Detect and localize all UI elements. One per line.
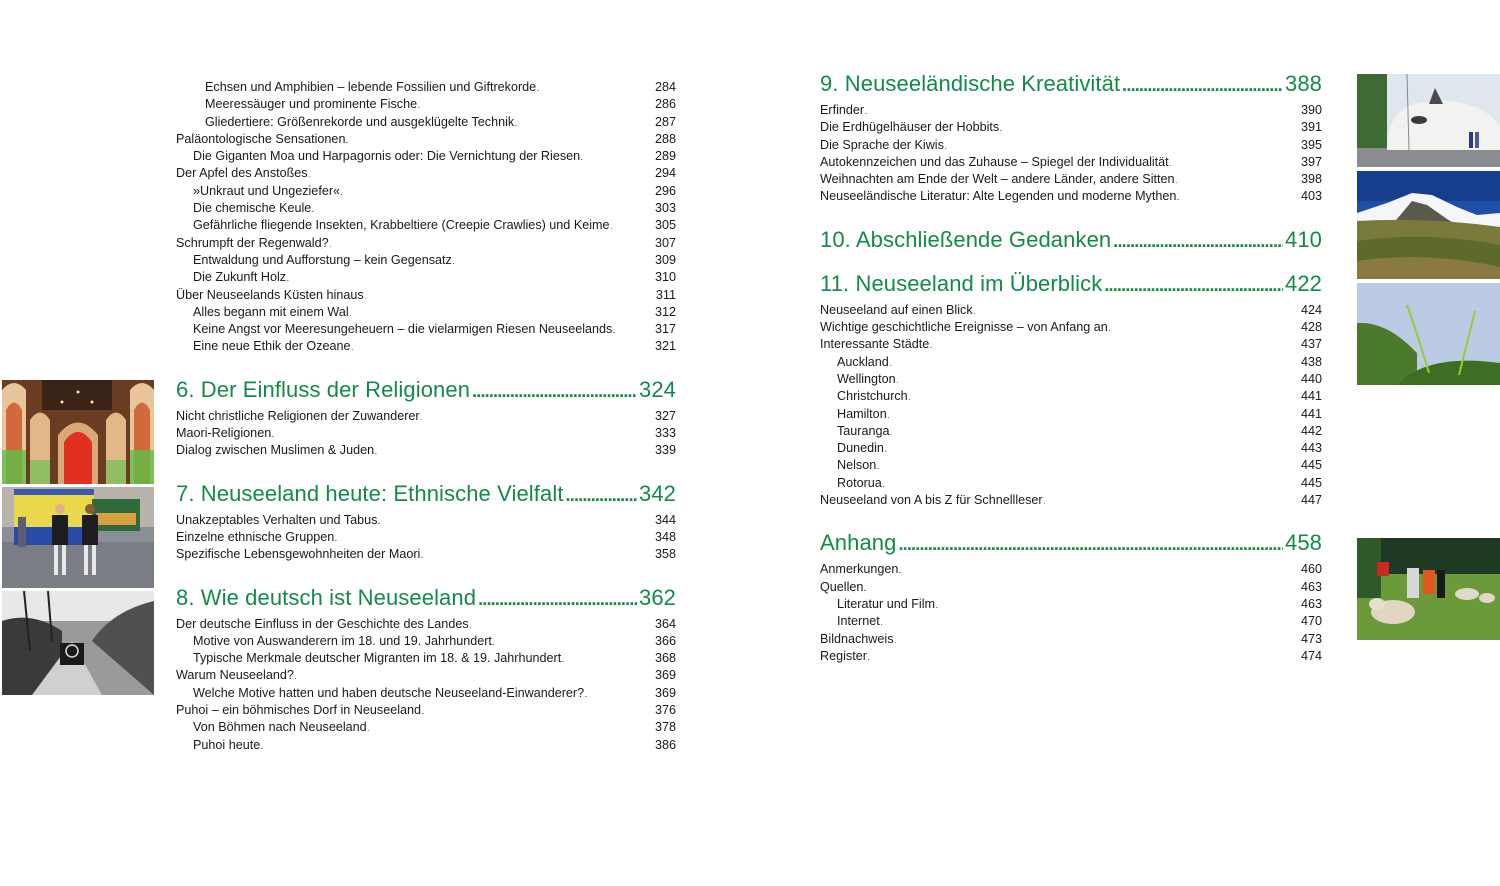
toc-entry-page: 344	[654, 512, 676, 527]
toc-entry-page: 424	[1300, 302, 1322, 317]
toc-entry-title: Christchurch	[837, 389, 908, 404]
photo-sheep-shaped-building	[1357, 74, 1500, 167]
toc-entry[interactable]	[176, 200, 676, 217]
toc-entry-title: Von Böhmen nach Neuseeland	[193, 720, 367, 735]
toc-entry-page: 358	[654, 547, 676, 562]
toc-entry-title: Unakzeptables Verhalten und Tabus	[176, 512, 378, 527]
toc-entry-page: 284	[654, 80, 676, 94]
toc-entry-page: 321	[654, 339, 676, 354]
toc-entry-title: Quellen	[820, 579, 864, 594]
toc-entry-page: 474	[1300, 648, 1322, 663]
toc-entry-page: 440	[1300, 371, 1322, 386]
toc-entry[interactable]	[820, 388, 1322, 405]
toc-entry-page: 287	[654, 114, 676, 129]
dot-leader	[1044, 492, 1300, 511]
toc-entry-page: 460	[1300, 562, 1322, 577]
toc-entry-title: Über Neuseelands Küsten hinaus	[176, 287, 364, 302]
dot-leader	[1177, 188, 1300, 207]
toc-entry-title: Die chemische Keule	[193, 201, 312, 216]
toc-entry-page: 369	[654, 685, 676, 700]
chapter-heading[interactable]	[176, 584, 676, 612]
toc-entry-page: 286	[654, 97, 676, 112]
toc-entry[interactable]	[820, 423, 1322, 440]
toc-entry-page: 470	[1300, 614, 1322, 629]
toc-entry[interactable]	[176, 442, 676, 459]
toc-entry[interactable]	[820, 406, 1322, 423]
toc-entry[interactable]	[820, 319, 1322, 336]
toc-entry-page: 296	[654, 183, 676, 198]
toc-entry-title: »Unkraut und Ungeziefer«	[193, 183, 341, 198]
toc-entry-title: Nelson	[837, 458, 877, 473]
toc-entry-page: 311	[655, 287, 676, 302]
toc-entry[interactable]	[176, 650, 676, 667]
toc-entry-title: Internet	[837, 614, 880, 629]
toc-entry-page: 442	[1300, 423, 1322, 438]
toc-entry-page: 443	[1300, 441, 1322, 456]
toc-entry[interactable]	[820, 596, 1322, 613]
toc-entry-page: 305	[654, 218, 676, 233]
toc-entry[interactable]	[176, 165, 676, 182]
toc-entry-page: 390	[1300, 103, 1322, 117]
toc-entry-title: Welche Motive hatten und haben deutsche Neuseeland-Einwanderer?	[193, 685, 585, 700]
toc-entry[interactable]	[820, 457, 1322, 474]
toc-entry[interactable]	[176, 287, 676, 304]
toc-entry-title: Interessante Städte	[820, 337, 930, 352]
toc-entry[interactable]	[176, 408, 676, 425]
toc-entry-title: Schrumpft der Regenwald?	[176, 235, 329, 250]
toc-entry[interactable]	[176, 217, 676, 234]
toc-entry[interactable]	[820, 336, 1322, 353]
chapter-title: 7. Neuseeland heute: Ethnische Vielfalt	[176, 480, 564, 506]
chapter-heading[interactable]	[176, 376, 676, 404]
toc-entry-title: Rotorua	[837, 475, 882, 490]
toc-entry-title: Die Giganten Moa und Harpagornis oder: Die Vernichtung der Riesen	[193, 149, 581, 164]
toc-entry-title: Dialog zwischen Muslimen & Juden	[176, 443, 375, 458]
toc-entry-title: Alles begann mit einem Wal	[193, 304, 349, 319]
toc-entry-title: Echsen und Amphibien – lebende Fossilien und Giftrekorde	[205, 80, 537, 94]
toc-entry-page: 376	[654, 703, 676, 718]
toc-entry-page: 428	[1300, 320, 1322, 335]
toc-entry[interactable]	[176, 667, 676, 684]
toc-entry-title: Warum Neuseeland?	[176, 668, 294, 683]
toc-entry-page: 307	[654, 235, 676, 250]
toc-entry[interactable]	[176, 546, 676, 563]
toc-entry-title: Keine Angst vor Meeresungeheuern – die vielarmigen Riesen Neuseelands	[193, 322, 613, 337]
toc-entry-title: Literatur und Film	[837, 596, 935, 611]
dot-leader	[478, 584, 637, 613]
toc-entry-title: Motive von Auswanderern im 18. und 19. Jahrhundert	[193, 633, 492, 648]
chapter-title: 8. Wie deutsch ist Neuseeland	[176, 584, 477, 610]
toc-entry-title: Der Apfel des Anstoßes	[176, 166, 308, 181]
toc-entry-title: Paläontologische Sensationen	[176, 131, 346, 146]
toc-entry-title: Neuseeland auf einen Blick	[820, 302, 973, 317]
toc-entry-page: 441	[1300, 406, 1322, 421]
dot-leader	[1104, 270, 1283, 299]
chapter-heading[interactable]	[176, 480, 676, 508]
chapter-heading[interactable]	[820, 70, 1322, 98]
toc-entry-title: Eine neue Ethik der Ozeane	[193, 339, 351, 354]
toc-entry-title: Puhoi heute	[193, 737, 261, 752]
photo-sheep-shearing-field	[1357, 538, 1500, 640]
toc-entry[interactable]	[820, 440, 1322, 457]
toc-entry-page: 368	[654, 651, 676, 666]
toc-entry-page: 339	[654, 443, 676, 458]
toc-entry[interactable]	[176, 96, 676, 113]
toc-entry[interactable]	[176, 148, 676, 165]
toc-entry-title: Autokennzeichen und das Zuhause – Spiegel der Individualität	[820, 154, 1169, 169]
toc-entry-title: Meeressäuger und prominente Fische	[205, 97, 418, 112]
toc-entry[interactable]	[176, 252, 676, 269]
toc-entry[interactable]	[820, 631, 1322, 648]
chapter-heading[interactable]	[820, 270, 1322, 298]
toc-left-page	[176, 79, 676, 754]
toc-entry-title: Nicht christliche Religionen der Zuwanderer	[176, 408, 420, 423]
toc-entry-title: Tauranga	[837, 423, 890, 438]
toc-entry[interactable]	[176, 183, 676, 200]
toc-entry-title: Wichtige geschichtliche Ereignisse – von Anfang an	[820, 320, 1108, 335]
dot-leader	[1122, 70, 1283, 99]
toc-entry-page: 403	[1300, 189, 1322, 204]
toc-entry[interactable]	[176, 685, 676, 702]
dot-leader	[868, 648, 1300, 667]
toc-entry-page: 473	[1300, 631, 1322, 646]
toc-entry-title: Auckland	[837, 354, 889, 369]
toc-entry[interactable]	[176, 737, 676, 754]
chapter-title: 10. Abschließende Gedanken	[820, 226, 1112, 252]
toc-entry-page: 441	[1300, 389, 1322, 404]
toc-entry-page: 310	[654, 270, 676, 285]
chapter-page: 410	[1284, 226, 1322, 252]
toc-entry[interactable]	[820, 154, 1322, 171]
toc-entry-title: Weihnachten am Ende der Welt – andere Länder, andere Sitten	[820, 172, 1175, 187]
toc-entry-page: 288	[654, 131, 676, 146]
toc-entry-page: 309	[654, 252, 676, 267]
toc-entry[interactable]	[820, 613, 1322, 630]
dot-leader	[352, 338, 654, 357]
toc-entry-title: Gefährliche fliegende Insekten, Krabbeltiere (Creepie Crawlies) und Keime	[193, 218, 610, 233]
toc-entry[interactable]	[176, 719, 676, 736]
chapter-page: 422	[1284, 270, 1322, 296]
toc-entry[interactable]	[820, 371, 1322, 388]
toc-entry[interactable]	[176, 633, 676, 650]
photo-schoolboys-in-square	[2, 487, 154, 588]
toc-entry-title: Entwaldung und Aufforstung – kein Gegensatz	[193, 252, 452, 267]
chapter-title: 11. Neuseeland im Überblick	[820, 270, 1103, 296]
dot-leader	[375, 442, 654, 461]
toc-entry[interactable]	[176, 616, 676, 633]
photo-cathedral-interior	[2, 380, 154, 484]
toc-entry-title: Maori-Religionen	[176, 426, 272, 441]
toc-entry[interactable]	[176, 79, 676, 96]
toc-entry-page: 445	[1300, 458, 1322, 473]
toc-entry-page: 438	[1300, 354, 1322, 369]
toc-entry[interactable]	[176, 131, 676, 148]
toc-entry-page: 463	[1300, 596, 1322, 611]
toc-right-page	[820, 70, 1322, 665]
toc-entry[interactable]	[176, 235, 676, 252]
dot-leader	[1113, 226, 1283, 255]
toc-entry[interactable]	[176, 338, 676, 355]
toc-entry-page: 364	[654, 616, 676, 631]
toc-entry-page: 398	[1300, 172, 1322, 187]
toc-entry-page: 312	[654, 304, 676, 319]
toc-entry[interactable]	[820, 188, 1322, 205]
toc-entry-title: Neuseeland von A bis Z für Schnellleser	[820, 493, 1043, 508]
toc-entry[interactable]	[176, 269, 676, 286]
toc-entry-page: 378	[654, 720, 676, 735]
toc-entry-title: Dunedin	[837, 441, 884, 456]
toc-entry-title: Die Zukunft Holz	[193, 270, 287, 285]
toc-entry-title: Die Sprache der Kiwis	[820, 137, 944, 152]
toc-entry-page: 294	[654, 166, 676, 181]
toc-entry-page: 463	[1300, 579, 1322, 594]
toc-entry-title: Spezifische Lebensgewohnheiten der Maori	[176, 547, 421, 562]
photo-snowy-mountains	[1357, 171, 1500, 279]
dot-leader	[472, 376, 637, 405]
toc-entry[interactable]	[176, 425, 676, 442]
chapter-title: Anhang	[820, 530, 897, 556]
toc-entry[interactable]	[820, 137, 1322, 154]
toc-entry-title: Bildnachweis	[820, 631, 894, 646]
chapter-title: 6. Der Einfluss der Religionen	[176, 376, 471, 402]
photo-vintage-car-on-track	[2, 591, 154, 695]
toc-entry-page: 397	[1300, 154, 1322, 169]
toc-entry[interactable]	[176, 321, 676, 338]
toc-entry-page: 289	[654, 149, 676, 164]
toc-entry-page: 348	[654, 529, 676, 544]
dot-leader	[261, 737, 654, 756]
toc-entry-page: 369	[654, 668, 676, 683]
toc-entry-page: 391	[1300, 120, 1322, 135]
toc-entry-title: Typische Merkmale deutscher Migranten im 18. & 19. Jahrhundert	[193, 651, 562, 666]
toc-entry-page: 327	[654, 408, 676, 423]
toc-entry-title: Register	[820, 648, 867, 663]
toc-entry-page: 366	[654, 633, 676, 648]
toc-entry-title: Hamilton	[837, 406, 887, 421]
chapter-title: 9. Neuseeländische Kreativität	[820, 71, 1121, 96]
toc-entry-page: 386	[654, 737, 676, 752]
toc-entry[interactable]	[820, 102, 1322, 119]
toc-entry-title: Wellington	[837, 371, 896, 386]
chapter-page: 362	[638, 584, 676, 610]
toc-entry-page: 437	[1300, 337, 1322, 352]
toc-entry[interactable]	[820, 354, 1322, 371]
toc-entry[interactable]	[820, 475, 1322, 492]
toc-entry-page: 333	[654, 426, 676, 441]
toc-entry[interactable]	[820, 561, 1322, 578]
toc-entry-title: Die Erdhügelhäuser der Hobbits	[820, 120, 1000, 135]
dot-leader	[421, 546, 654, 565]
toc-entry-title: Puhoi – ein böhmisches Dorf in Neuseeland	[176, 703, 422, 718]
toc-entry-title: Einzelne ethnische Gruppen	[176, 529, 335, 544]
toc-entry-title: Neuseeländische Literatur: Alte Legenden und moderne Mythen	[820, 189, 1177, 204]
toc-entry-page: 303	[654, 201, 676, 216]
dot-leader	[898, 529, 1283, 558]
toc-entry-page: 317	[654, 322, 676, 337]
dot-leader	[566, 480, 637, 509]
toc-entry[interactable]	[820, 579, 1322, 596]
toc-entry-title: Gliedertiere: Größenrekorde und ausgeklügelte Technik	[205, 114, 515, 129]
chapter-page: 458	[1284, 530, 1322, 556]
toc-entry[interactable]	[176, 304, 676, 321]
chapter-page: 388	[1284, 71, 1322, 96]
toc-entry[interactable]	[176, 529, 676, 546]
toc-entry[interactable]	[176, 512, 676, 529]
toc-entry-title: Der deutsche Einfluss in der Geschichte des Landes	[176, 616, 469, 631]
toc-entry[interactable]	[820, 119, 1322, 136]
toc-entry[interactable]	[176, 114, 676, 131]
toc-entry[interactable]	[176, 702, 676, 719]
photo-fern-fronds	[1357, 283, 1500, 385]
toc-entry-title: Anmerkungen	[820, 562, 899, 577]
toc-entry[interactable]	[820, 302, 1322, 319]
toc-entry[interactable]	[820, 648, 1322, 665]
chapter-page: 342	[638, 480, 676, 506]
toc-entry-page: 445	[1300, 475, 1322, 490]
toc-entry[interactable]	[820, 171, 1322, 188]
chapter-page: 324	[638, 376, 676, 402]
chapter-heading[interactable]	[820, 226, 1322, 254]
toc-entry-page: 395	[1300, 137, 1322, 152]
toc-entry-title: Erfinder	[820, 103, 865, 117]
toc-entry[interactable]	[820, 492, 1322, 509]
chapter-heading[interactable]	[820, 529, 1322, 557]
toc-entry-page: 447	[1300, 493, 1322, 508]
